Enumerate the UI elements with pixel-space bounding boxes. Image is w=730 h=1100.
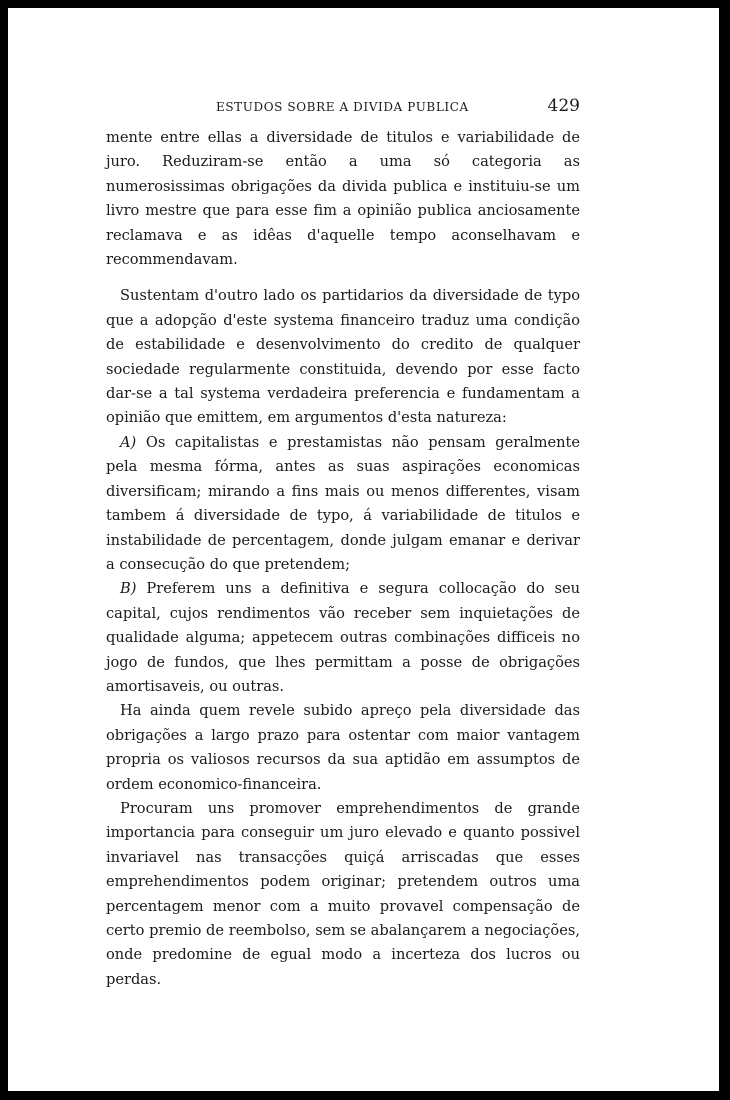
page-header (106, 96, 580, 118)
paragraph-text: Sustentam d'outro lado os partidarios da diversidade de typo que a adopção d'este systema financeiro traduz uma condição de estabilidade e desenvolvimento do credito de qualquer sociedade regularmente constituida, devendo por esse facto dar-se a tal systema verdadeira preferencia e fundamentam a opinião que emittem, em argumentos d'esta natureza: (106, 287, 580, 427)
enumeration-label: B) (120, 580, 137, 598)
paragraph-text: Procuram uns promover emprehendimentos de grande importancia para conseguir um juro elevado e quanto possivel invariavel nas transacções quiçá arriscadas que esses emprehendimentos podem originar; pretendem outros uma percentagem menor com a muito provavel compensação de certo premio de reembolso, sem se abalançarem a negociações, onde predomine de egual modo a incerteza dos lucros ou perdas. (106, 799, 580, 988)
paragraph-text: Ha ainda quem revele subido apreço pela diversidade das obrigações a largo prazo para ostentar com maior vantagem propria os valiosos recursos da sua aptidão em assumptos de ordem economico-financeira. (106, 702, 580, 793)
paragraph-point-a (106, 431, 580, 577)
paragraph-text: Preferem uns a definitiva e segura collocação do seu capital, cujos rendimentos vão receber sem inquietações de qualidade alguma; appetecem outras combinações difficeis no jogo de fundos, que lhes permittam a posse de obrigações amortisaveis, ou outras. (106, 580, 580, 695)
paragraph-aptitude (106, 699, 580, 797)
paragraph-enterprises (106, 797, 580, 992)
book-page (8, 8, 719, 1091)
paragraph-diversity-argument (106, 284, 580, 430)
enumeration-label: A) (120, 433, 137, 451)
paragraph-point-b (106, 577, 580, 699)
paragraph-text: mente entre ellas a diversidade de titulos e variabilidade de juro. Reduziram-se então a uma só categoria as numerosissimas obrigações da divida publica e instituiu-se um livro mestre que para esse fim a opinião publica anciosamente reclamava e as idêas d'aquelle tempo aconselhavam e recommendavam. (106, 129, 580, 269)
paragraph-continuation (106, 126, 580, 272)
paragraph-text: Os capitalistas e prestamistas não pensam geralmente pela mesma fórma, antes as suas aspirações economicas diversificam; mirando a fins mais ou menos differentes, visam tambem á diversidade de typo, á variabilidade de titulos e instabilidade de percentagem, donde julgam emanar e derivar a consecução do que pretendem; (106, 433, 580, 573)
page-number: 429 (547, 96, 580, 116)
body-text (106, 126, 580, 992)
running-title: ESTUDOS SOBRE A DIVIDA PUBLICA (216, 100, 469, 114)
